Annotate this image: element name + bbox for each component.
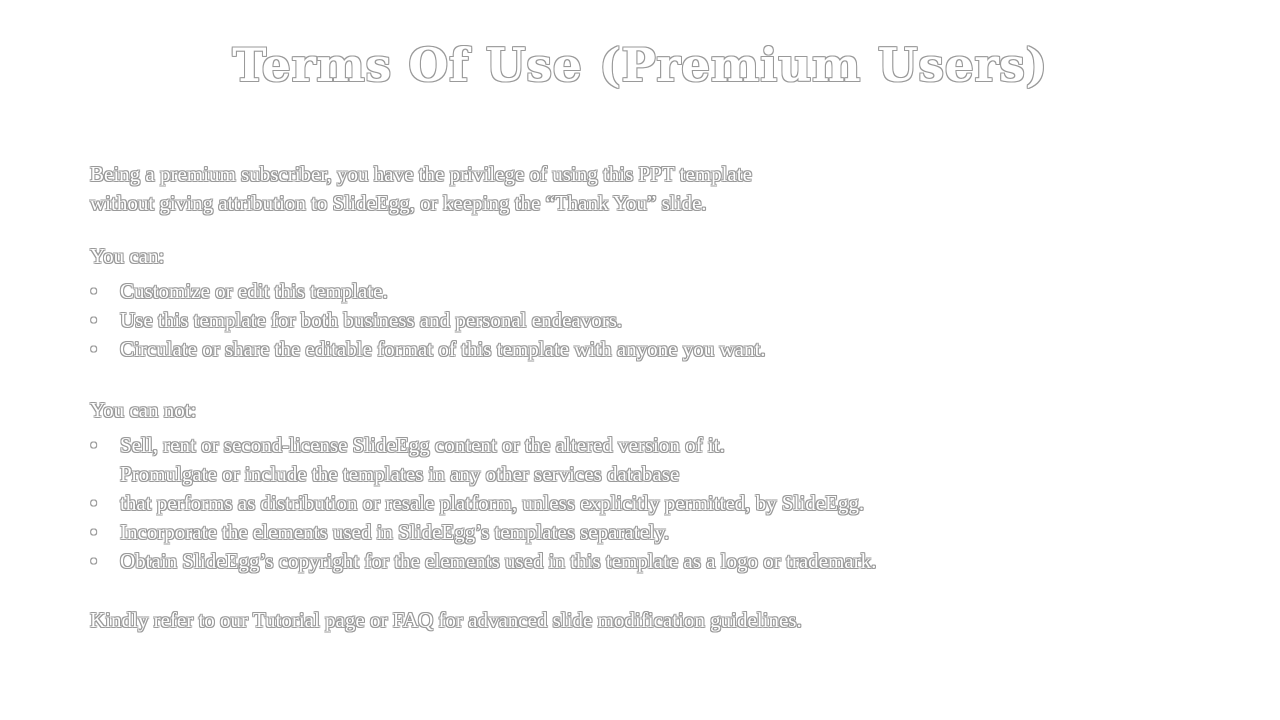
can-heading: You can: xyxy=(90,244,165,268)
intro-line-1: Being a premium subscriber, you have the privilege of using this PPT template xyxy=(90,162,752,186)
can-list xyxy=(90,277,1190,364)
intro-line-2: without giving attribution to SlideEgg, or keeping the “Thank You” slide. xyxy=(90,191,707,215)
cannot-item-text: Obtain SlideEgg’s copyright for the elements used in this template as a logo or trademark. xyxy=(120,549,877,573)
cannot-heading: You can not: xyxy=(90,398,197,422)
bullet-icon: • xyxy=(90,279,98,303)
bullet-icon: • xyxy=(90,308,98,332)
cannot-item-text: Promulgate or include the templates in any other services database xyxy=(120,462,680,486)
cannot-list xyxy=(90,431,1190,576)
cannot-item xyxy=(90,547,1190,576)
cannot-item-text: Sell, rent or second-license SlideEgg content or the altered version of it. xyxy=(120,433,725,457)
can-item xyxy=(90,335,1190,364)
bullet-icon: • xyxy=(90,337,98,361)
can-item xyxy=(90,277,1190,306)
cannot-item xyxy=(90,489,1190,518)
can-item-text: Circulate or share the editable format of this template with anyone you want. xyxy=(120,337,766,361)
cannot-item-text: Incorporate the elements used in SlideEgg’s templates separately. xyxy=(120,520,670,544)
cannot-item xyxy=(90,431,1190,460)
intro-paragraph xyxy=(90,160,1190,218)
bullet-icon: • xyxy=(90,520,98,544)
terms-content xyxy=(90,160,1190,635)
cannot-item-continuation xyxy=(90,460,1190,489)
cannot-item xyxy=(90,518,1190,547)
bullet-icon: • xyxy=(90,491,98,515)
cannot-item-text: that performs as distribution or resale platform, unless explicitly permitted, by SlideEgg. xyxy=(120,491,865,515)
bullet-icon: • xyxy=(90,433,98,457)
can-item-text: Customize or edit this template. xyxy=(120,279,388,303)
page-title: Terms Of Use (Premium Users) xyxy=(232,38,1048,92)
footer-note: Kindly refer to our Tutorial page or FAQ for advanced slide modification guidelines. xyxy=(90,608,802,632)
can-item-text: Use this template for both business and personal endeavors. xyxy=(120,308,623,332)
can-item xyxy=(90,306,1190,335)
bullet-icon: • xyxy=(90,549,98,573)
